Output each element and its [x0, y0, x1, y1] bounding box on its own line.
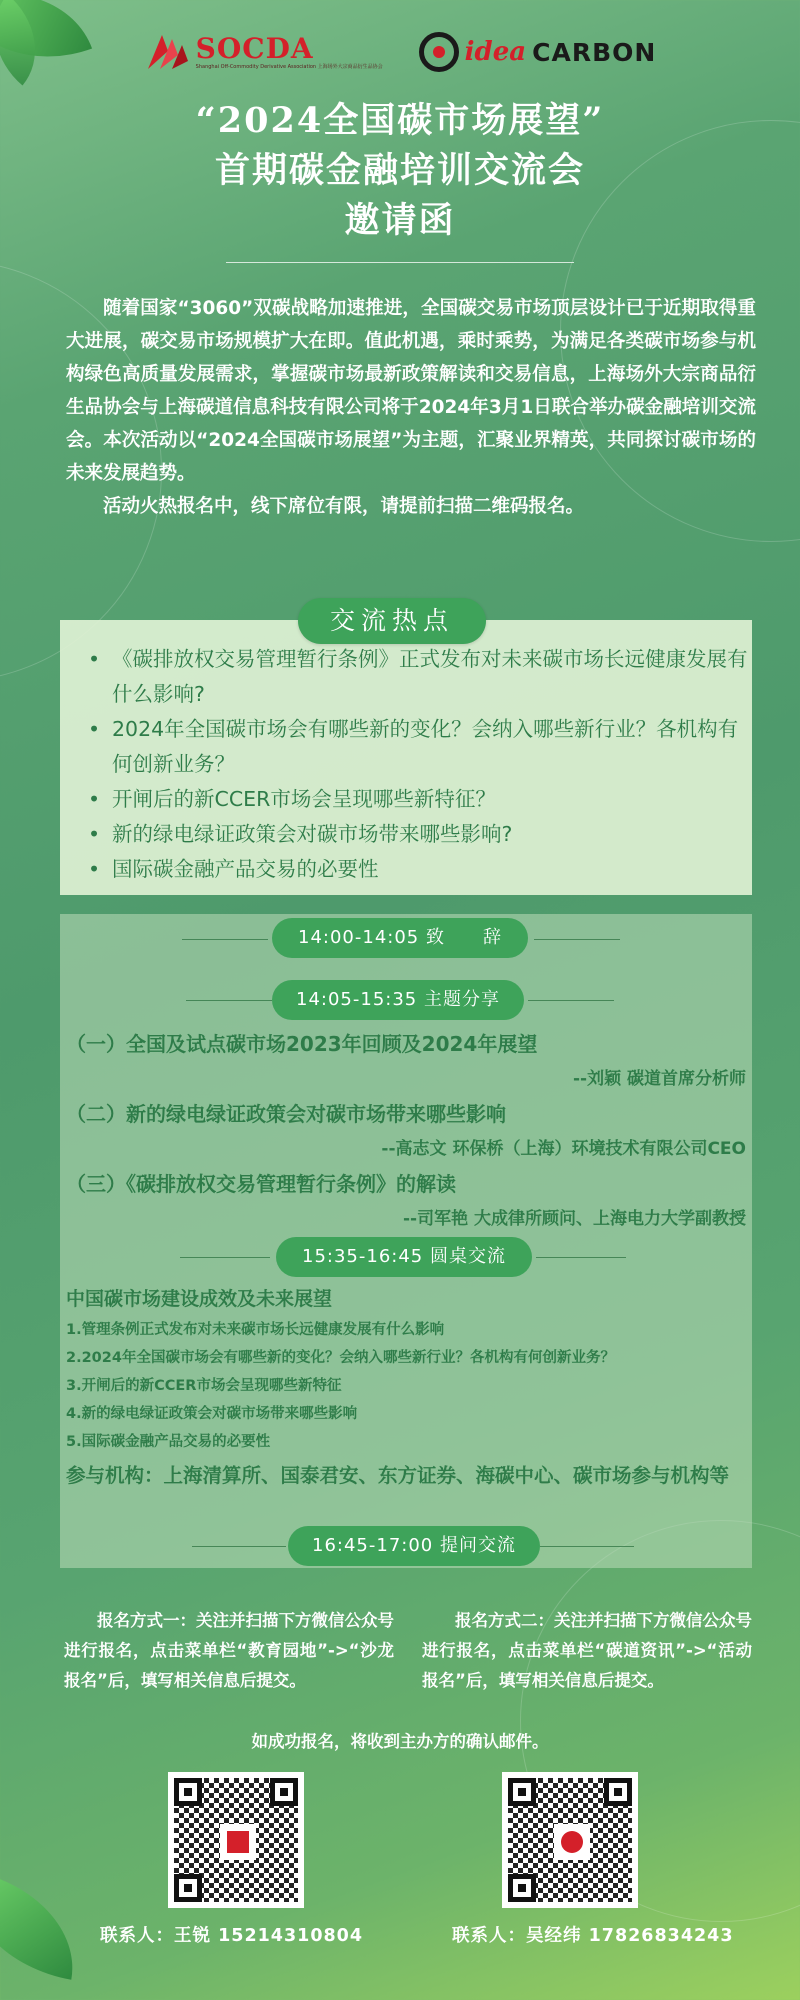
socda-name: SOCDA — [195, 31, 314, 65]
hot-topic-item: • 新的绿电绿证政策会对碳市场带来哪些影响? — [88, 817, 748, 852]
socda-emblem-icon — [144, 29, 190, 75]
qr-code-ideacarbon[interactable] — [502, 1772, 638, 1908]
roundtable-title: 中国碳市场建设成效及未来展望 — [66, 1288, 333, 1310]
ideacarbon-logo — [419, 32, 657, 72]
roundtable-list — [66, 1316, 746, 1456]
leaf-decoration-bottom-left — [0, 1870, 87, 1979]
title-line-3: 邀请函 — [344, 200, 456, 241]
roundtable-item: 2.2024年全国碳市场会有哪些新的变化？会纳入哪些新行业？各机构有何创新业务？ — [66, 1350, 615, 1366]
agenda-line — [182, 939, 268, 940]
agenda-line — [536, 1257, 626, 1258]
qr-code-socda[interactable] — [168, 1772, 304, 1908]
ideacarbon-emblem-icon — [419, 32, 459, 72]
hot-topic-item: • 2024年全国碳市场会有哪些新的变化？会纳入哪些新行业？各机构有何创新业务？ — [88, 712, 748, 782]
registration-method-2: 报名方式二：关注并扫描下方微信公众号进行报名，点击菜单栏“碳道资讯”->“活动报名”后，填写相关信息后提交。 — [422, 1611, 752, 1690]
socda-subtitle: Shanghai Off-Commodity Derivative Association 上海场外大宗商品衍生品协会 — [195, 63, 383, 70]
agenda-line — [534, 939, 620, 940]
socda-qr-logo-icon — [220, 1824, 256, 1860]
carbon-word: CARBON — [532, 37, 657, 67]
agenda-line — [186, 1000, 272, 1001]
roundtable-item: 1.管理条例正式发布对未来碳市场长远健康发展有什么影响 — [66, 1322, 445, 1338]
roundtable-item: 5.国际碳金融产品交易的必要性 — [66, 1434, 271, 1450]
hot-topics-list — [88, 642, 748, 887]
talk-speaker-3: --司军艳 大成律所顾问、上海电力大学副教授 — [402, 1209, 746, 1229]
title-line-1: “2024全国碳市场展望” — [195, 100, 605, 141]
confirmation-note: 如成功报名，将收到主办方的确认邮件。 — [251, 1732, 549, 1751]
agenda-slot-opening: 14:00-14:05 致 辞 — [272, 918, 528, 958]
hot-topics-heading: 交流热点 — [298, 598, 486, 644]
roundtable-item: 3.开闸后的新CCER市场会呈现哪些新特征 — [66, 1378, 342, 1394]
title-line-2: 首期碳金融培训交流会 — [214, 150, 585, 191]
intro-text — [66, 292, 756, 523]
hot-topic-item: • 国际碳金融产品交易的必要性 — [88, 852, 748, 887]
title-divider — [226, 262, 574, 263]
agenda-slot-keynotes: 14:05-15:35 主题分享 — [272, 980, 524, 1020]
talk-title-2: （二）新的绿电绿证政策会对碳市场带来哪些影响 — [66, 1102, 506, 1126]
contact-left: 联系人：王锐 15214310804 — [100, 1926, 364, 1946]
roundtable-item: 4.新的绿电绿证政策会对碳市场带来哪些影响 — [66, 1406, 358, 1422]
registration-method-1: 报名方式一：关注并扫描下方微信公众号进行报名，点击菜单栏“教育园地”->“沙龙报名”后，填写相关信息后提交。 — [64, 1611, 394, 1690]
agenda-slot-roundtable: 15:35-16:45 圆桌交流 — [276, 1237, 532, 1277]
ideacarbon-qr-logo-icon — [554, 1824, 590, 1860]
agenda-line — [180, 1257, 270, 1258]
talk-speaker-2: --高志文 环保桥（上海）环境技术有限公司CEO — [381, 1139, 746, 1159]
agenda-line — [528, 1000, 614, 1001]
hot-topic-item: • 《碳排放权交易管理暂行条例》正式发布对未来碳市场长远健康发展有什么影响? — [88, 642, 748, 712]
talk-speaker-1: --刘颖 碳道首席分析师 — [572, 1069, 746, 1089]
hot-topic-item: • 开闸后的新CCER市场会呈现哪些新特征？ — [88, 782, 748, 817]
participants-text: 参与机构：上海清算所、国泰君安、东方证券、海碳中心、碳市场参与机构等 — [66, 1464, 730, 1487]
intro-paragraph-1: 随着国家“3060”双碳战略加速推进，全国碳交易市场顶层设计已于近期取得重大进展，碳交易市场规模扩大在即。值此机遇，乘时乘势，为满足各类碳市场参与机构绿色高质量发展需求，掌握碳市场最新政策解读和交易信息，上海场外大宗商品衍生品协会与上海碳道信息科技有限公司将于2024年3月1日联合举办碳金融培训交流会。本次活动以“2024全国碳市场展望”为主题，汇聚业界精英，共同探讨碳市场的未来发展趋势。 — [66, 298, 756, 484]
contact-right: 联系人：吴经纬 17826834243 — [452, 1926, 734, 1946]
agenda-slot-qa: 16:45-17:00 提问交流 — [288, 1526, 540, 1566]
agenda-line — [192, 1546, 286, 1547]
intro-paragraph-2: 活动火热报名中，线下席位有限，请提前扫描二维码报名。 — [103, 496, 585, 517]
idea-word: idea — [464, 37, 527, 67]
header-logos — [0, 22, 800, 82]
socda-logo — [144, 29, 383, 75]
agenda-line — [540, 1546, 634, 1547]
talk-title-1: （一）全国及试点碳市场2023年回顾及2024年展望 — [66, 1032, 538, 1056]
talk-title-3: （三）《碳排放权交易管理暂行条例》的解读 — [66, 1172, 456, 1196]
